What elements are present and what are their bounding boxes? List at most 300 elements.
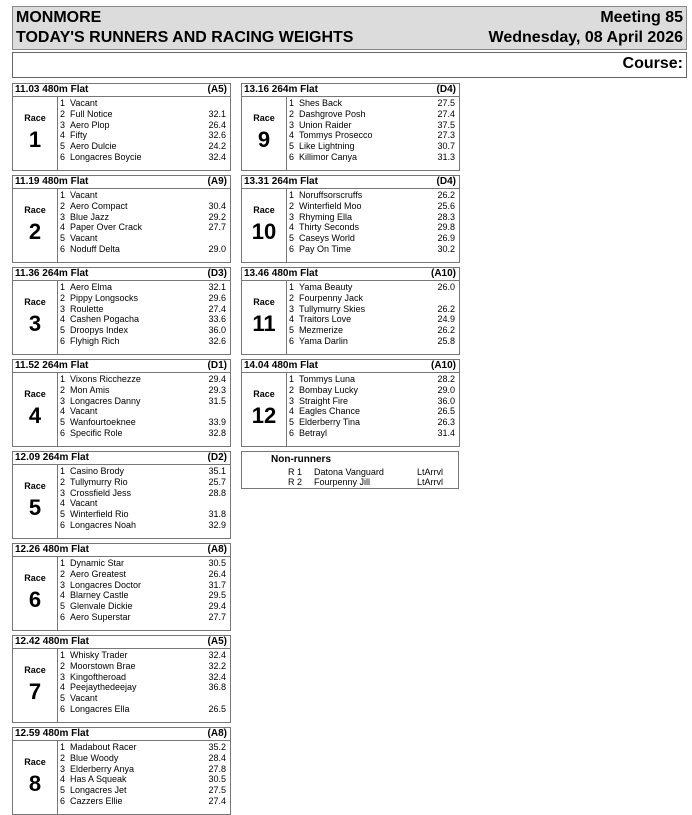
runner-row	[289, 152, 455, 163]
runner-trap: 1	[60, 650, 66, 660]
runner-weight: 30.5	[208, 774, 226, 785]
runner-row	[289, 222, 455, 233]
race-header	[12, 451, 231, 464]
runner-row	[60, 774, 226, 785]
race-number-cell	[13, 465, 58, 538]
runner-row	[289, 109, 455, 120]
runner-weight: 24.9	[437, 314, 455, 325]
runner-weight: 27.4	[208, 303, 226, 314]
runner-row	[289, 417, 455, 428]
race-body	[241, 96, 460, 171]
race-label: Race	[24, 665, 46, 675]
runner-list	[60, 190, 226, 255]
runner-name: Noduff Delta	[70, 243, 120, 254]
runner-name: Glenvale Dickie	[70, 601, 133, 612]
runner-name: Elderberry Tina	[299, 417, 361, 428]
runner-list	[60, 374, 226, 439]
runner-trap: 3	[289, 119, 295, 130]
runner-list	[289, 374, 455, 439]
meeting-date: Wednesday, 08 April 2026	[488, 29, 683, 46]
race-label: Race	[253, 113, 275, 123]
runner-weight: 29.0	[208, 243, 226, 254]
runner-name: Longacres Boycie	[70, 151, 142, 162]
race-body	[241, 188, 460, 263]
runner-weight: 36.0	[208, 325, 226, 336]
runner-weight: 27.5	[437, 98, 455, 108]
runner-name: Aero Superstar	[70, 611, 131, 622]
race-card	[12, 543, 231, 631]
runner-row	[60, 601, 226, 612]
runner-weight: 31.7	[208, 579, 226, 590]
race-number-cell	[242, 97, 287, 170]
runner-row	[60, 488, 226, 499]
runner-row	[289, 428, 455, 439]
race-number-cell	[13, 649, 58, 722]
runner-name: Thirty Seconds	[299, 222, 360, 233]
race-title: 11.19 480m Flat	[15, 176, 89, 187]
runner-trap: 5	[60, 233, 66, 244]
runner-weight: 32.8	[208, 427, 226, 438]
runner-row	[60, 314, 226, 325]
runner-name: Vacant	[70, 406, 98, 417]
race-number: 5	[28, 495, 42, 520]
runner-trap: 3	[60, 579, 66, 590]
race-title: 13.31 264m Flat	[244, 176, 318, 187]
runner-weight: 28.4	[208, 752, 226, 763]
runner-name: Casino Brody	[70, 466, 125, 476]
runner-row	[60, 130, 226, 141]
race-card	[241, 175, 460, 263]
runner-name: Winterfield Moo	[299, 200, 362, 211]
runner-weight: 32.2	[208, 660, 226, 671]
runner-name: Longacres Noah	[70, 519, 137, 530]
race-label: Race	[253, 205, 275, 215]
runner-name: Wanfourtoeknee	[70, 417, 136, 428]
runner-row	[60, 233, 226, 244]
runner-name: Mezmerize	[299, 325, 344, 336]
runner-weight: 28.2	[437, 374, 455, 384]
race-header	[12, 635, 231, 648]
runner-name: Flyhigh Rich	[70, 335, 120, 346]
runner-weight: 29.0	[437, 384, 455, 395]
header-right	[489, 8, 683, 48]
runner-name: Aero Elma	[70, 282, 113, 292]
runner-trap: 2	[60, 200, 66, 211]
race-body	[12, 556, 231, 631]
header-left	[16, 8, 353, 48]
runner-weight: 26.5	[208, 703, 226, 714]
runner-trap: 2	[289, 200, 295, 211]
runner-trap: 1	[60, 742, 66, 752]
non-runner-race: R 1	[288, 467, 303, 477]
runner-row	[289, 325, 455, 336]
runner-name: Droopys Index	[70, 325, 129, 336]
non-runner-name: Datona Vanguard	[314, 467, 384, 477]
runner-row	[60, 428, 226, 439]
runner-trap: 5	[289, 325, 295, 336]
runner-trap: 2	[60, 752, 66, 763]
race-number: 10	[251, 219, 277, 244]
runner-name: Cashen Pogacha	[70, 314, 140, 325]
runner-row	[60, 336, 226, 347]
runner-name: Vacant	[70, 498, 98, 509]
runner-weight: 29.2	[208, 211, 226, 222]
runner-trap: 1	[289, 282, 295, 292]
runner-name: Vixons Ricchezze	[70, 374, 141, 384]
runner-name: Blarney Castle	[70, 590, 129, 601]
runner-weight: 26.2	[437, 190, 455, 200]
runner-list	[60, 742, 226, 807]
runner-weight: 25.6	[437, 200, 455, 211]
runner-name: Vacant	[70, 233, 98, 244]
runner-row	[60, 374, 226, 385]
race-label: Race	[24, 573, 46, 583]
race-card	[12, 267, 231, 355]
runner-weight: 28.3	[437, 211, 455, 222]
runner-row	[289, 201, 455, 212]
runner-trap: 2	[60, 660, 66, 671]
runner-row	[60, 417, 226, 428]
runner-list	[60, 282, 226, 347]
runner-name: Tommys Prosecco	[299, 130, 373, 141]
runner-name: Aero Plop	[70, 119, 110, 130]
runner-row	[60, 222, 226, 233]
race-number: 1	[28, 127, 42, 152]
race-title: 14.04 480m Flat	[244, 360, 318, 371]
runner-row	[60, 98, 226, 109]
runner-weight: 26.4	[208, 568, 226, 579]
runner-row	[60, 580, 226, 591]
race-body	[12, 188, 231, 263]
race-grade: (A9)	[207, 176, 227, 187]
runner-name: Pippy Longsocks	[70, 292, 139, 303]
race-number: 4	[28, 403, 42, 428]
runner-weight: 32.6	[208, 130, 226, 141]
runner-name: Dashgrove Posh	[299, 108, 366, 119]
runner-name: Tommys Luna	[299, 374, 356, 384]
runner-row	[60, 396, 226, 407]
runner-trap: 3	[60, 303, 66, 314]
runner-row	[60, 109, 226, 120]
non-runners-title: Non-runners	[271, 454, 331, 465]
runner-row	[60, 612, 226, 623]
race-grade: (A8)	[207, 728, 227, 739]
race-header	[12, 359, 231, 372]
runner-row	[60, 590, 226, 601]
runner-trap: 1	[60, 466, 66, 476]
runner-row	[60, 201, 226, 212]
race-header	[12, 83, 231, 96]
runner-row	[60, 704, 226, 715]
runner-name: Longacres Doctor	[70, 579, 142, 590]
runner-weight: 25.8	[437, 335, 455, 346]
runner-weight: 37.5	[437, 119, 455, 130]
runner-trap: 5	[289, 141, 295, 152]
runner-row	[289, 336, 455, 347]
race-title: 12.42 480m Flat	[15, 636, 89, 647]
race-title: 13.46 480m Flat	[244, 268, 318, 279]
runner-trap: 6	[60, 243, 66, 254]
runner-weight: 30.4	[208, 200, 226, 211]
runner-name: Vacant	[70, 98, 98, 108]
runner-name: Straight Fire	[299, 395, 349, 406]
race-number-cell	[13, 741, 58, 814]
runner-weight: 29.3	[208, 384, 226, 395]
runner-row	[289, 374, 455, 385]
race-title: 11.52 264m Flat	[15, 360, 89, 371]
race-number-cell	[13, 281, 58, 354]
runner-row	[289, 190, 455, 201]
race-number: 6	[28, 587, 42, 612]
runner-row	[60, 141, 226, 152]
runner-name: Caseys World	[299, 233, 355, 244]
runner-trap: 4	[60, 774, 66, 785]
runner-trap: 6	[289, 335, 295, 346]
runner-trap: 6	[60, 795, 66, 806]
runner-trap: 4	[289, 406, 295, 417]
race-title: 12.59 480m Flat	[15, 728, 89, 739]
race-header	[12, 267, 231, 280]
runner-row	[60, 406, 226, 417]
runner-weight: 35.2	[208, 742, 226, 752]
race-label: Race	[24, 757, 46, 767]
race-number: 11	[252, 311, 276, 336]
runner-weight: 26.5	[437, 406, 455, 417]
race-grade: (D2)	[207, 452, 227, 463]
runner-weight: 27.8	[208, 763, 226, 774]
runner-trap: 3	[60, 671, 66, 682]
runner-name: Has A Squeak	[70, 774, 127, 785]
runner-name: Vacant	[70, 190, 98, 200]
runner-row	[289, 141, 455, 152]
race-card	[12, 451, 231, 539]
runner-trap: 1	[289, 374, 295, 384]
runner-name: Shes Back	[299, 98, 343, 108]
runner-weight: 32.9	[208, 519, 226, 530]
runner-weight: 26.3	[437, 417, 455, 428]
runner-weight: 30.5	[208, 558, 226, 568]
runner-weight: 32.1	[208, 108, 226, 119]
runner-weight: 31.5	[208, 395, 226, 406]
runner-row	[60, 672, 226, 683]
runner-trap: 5	[289, 233, 295, 244]
runner-name: Eagles Chance	[299, 406, 361, 417]
runner-trap: 2	[289, 384, 295, 395]
race-card	[12, 635, 231, 723]
runner-trap: 4	[60, 222, 66, 233]
runner-trap: 1	[60, 374, 66, 384]
runner-weight: 26.2	[437, 303, 455, 314]
race-card	[12, 175, 231, 263]
race-label: Race	[24, 297, 46, 307]
runner-trap: 2	[60, 108, 66, 119]
non-runner-status: LtArrvl	[417, 477, 444, 487]
runner-weight: 32.6	[208, 335, 226, 346]
runner-trap: 6	[289, 427, 295, 438]
runner-weight: 31.4	[437, 427, 455, 438]
runner-list	[60, 98, 226, 163]
runner-name: Bombay Lucky	[299, 384, 359, 395]
runner-name: Dynamic Star	[70, 558, 125, 568]
race-number: 8	[28, 771, 42, 796]
runner-trap: 6	[60, 151, 66, 162]
runner-row	[60, 477, 226, 488]
non-runner-name: Fourpenny Jill	[314, 477, 371, 487]
runner-weight: 27.3	[437, 130, 455, 141]
runner-row	[60, 293, 226, 304]
runner-name: Madabout Racer	[70, 742, 137, 752]
non-runners-box	[241, 451, 459, 489]
runner-name: Aero Dulcie	[70, 141, 117, 152]
runner-name: Fifty	[70, 130, 87, 141]
race-label: Race	[24, 389, 46, 399]
runner-row	[60, 682, 226, 693]
runner-trap: 1	[60, 282, 66, 292]
race-grade: (A10)	[430, 268, 456, 279]
runner-row	[289, 244, 455, 255]
runner-row	[289, 282, 455, 293]
runner-trap: 2	[60, 292, 66, 303]
course-label: Course:	[622, 55, 683, 72]
runner-weight: 32.4	[208, 650, 226, 660]
race-label: Race	[24, 113, 46, 123]
race-card	[241, 359, 460, 447]
runner-name: Yama Beauty	[299, 282, 353, 292]
runner-row	[60, 764, 226, 775]
runner-row	[60, 661, 226, 672]
runner-name: Crossfield Jess	[70, 487, 132, 498]
race-number-cell	[13, 189, 58, 262]
race-title: 11.36 264m Flat	[15, 268, 89, 279]
race-header	[241, 175, 460, 188]
runner-weight: 29.4	[208, 374, 226, 384]
runner-name: Pay On Time	[299, 243, 352, 254]
runner-name: Blue Jazz	[70, 211, 110, 222]
runner-name: Union Raider	[299, 119, 352, 130]
race-number: 3	[28, 311, 42, 336]
runner-trap: 4	[289, 222, 295, 233]
runner-list	[289, 282, 455, 347]
race-header	[12, 727, 231, 740]
runner-weight: 27.7	[208, 222, 226, 233]
runner-trap: 1	[60, 190, 66, 200]
runner-row	[60, 498, 226, 509]
race-number-cell	[13, 557, 58, 630]
runner-trap: 5	[60, 601, 66, 612]
runner-name: Longacres Danny	[70, 395, 141, 406]
runner-row	[289, 314, 455, 325]
race-body	[12, 280, 231, 355]
runner-trap: 3	[60, 119, 66, 130]
runner-row	[60, 796, 226, 807]
runner-name: Noruffsorscruffs	[299, 190, 363, 200]
race-body	[241, 280, 460, 355]
meeting-number: Meeting 85	[600, 9, 683, 26]
runner-name: Tullymurry Skies	[299, 303, 366, 314]
runner-row	[60, 282, 226, 293]
race-title: 12.26 480m Flat	[15, 544, 89, 555]
page-subtitle: TODAY'S RUNNERS AND RACING WEIGHTS	[16, 29, 354, 46]
race-grade: (A5)	[207, 636, 227, 647]
runner-row	[289, 233, 455, 244]
runner-weight: 29.8	[437, 222, 455, 233]
runner-weight: 35.1	[208, 466, 226, 476]
runner-trap: 4	[289, 314, 295, 325]
race-card	[12, 727, 231, 815]
runner-trap: 6	[60, 611, 66, 622]
runner-name: Like Lightning	[299, 141, 355, 152]
runner-name: Kingoftheroad	[70, 671, 127, 682]
venue-title: MONMORE	[16, 9, 102, 26]
runner-row	[60, 212, 226, 223]
race-number: 7	[28, 679, 42, 704]
runner-row	[60, 693, 226, 704]
runner-name: Longacres Jet	[70, 785, 127, 796]
runner-trap: 4	[60, 590, 66, 601]
runner-row	[289, 396, 455, 407]
runner-name: Paper Over Crack	[70, 222, 143, 233]
runner-trap: 2	[60, 476, 66, 487]
runner-trap: 1	[60, 98, 66, 108]
runner-trap: 4	[60, 130, 66, 141]
runner-row	[60, 785, 226, 796]
race-header	[241, 83, 460, 96]
runner-row	[289, 212, 455, 223]
runner-trap: 4	[60, 682, 66, 693]
runner-name: Aero Compact	[70, 200, 128, 211]
race-header	[241, 267, 460, 280]
runner-name: Cazzers Ellie	[70, 795, 123, 806]
course-bar	[12, 52, 687, 78]
race-grade: (D3)	[207, 268, 227, 279]
race-title: 12.09 264m Flat	[15, 452, 89, 463]
runner-weight: 36.8	[208, 682, 226, 693]
race-title: 11.03 480m Flat	[15, 84, 89, 95]
race-grade: (A8)	[207, 544, 227, 555]
runner-trap: 6	[60, 335, 66, 346]
non-runner-row	[288, 477, 458, 487]
runner-row	[60, 509, 226, 520]
runner-list	[289, 190, 455, 255]
runner-weight: 27.7	[208, 611, 226, 622]
race-grade: (D4)	[436, 176, 456, 187]
runner-name: Whisky Trader	[70, 650, 128, 660]
race-label: Race	[253, 389, 275, 399]
runner-trap: 2	[60, 384, 66, 395]
runner-trap: 4	[60, 314, 66, 325]
runner-name: Rhyming Ella	[299, 211, 353, 222]
runner-name: Winterfield Rio	[70, 509, 129, 520]
runner-name: Killimor Canya	[299, 151, 358, 162]
runner-row	[60, 569, 226, 580]
runner-weight: 32.4	[208, 671, 226, 682]
runner-trap: 1	[289, 98, 295, 108]
runner-trap: 6	[60, 519, 66, 530]
runner-row	[289, 130, 455, 141]
race-number-cell	[13, 373, 58, 446]
runner-trap: 3	[289, 303, 295, 314]
runner-weight: 26.4	[208, 119, 226, 130]
runner-name: Specific Role	[70, 427, 123, 438]
runner-list	[60, 466, 226, 531]
runner-name: Yama Darlin	[299, 335, 348, 346]
runner-trap: 6	[289, 151, 295, 162]
runner-weight: 31.8	[208, 509, 226, 520]
runner-name: Peejaythedeejay	[70, 682, 137, 693]
race-number: 9	[257, 127, 271, 152]
race-grade: (D1)	[207, 360, 227, 371]
runner-row	[289, 385, 455, 396]
